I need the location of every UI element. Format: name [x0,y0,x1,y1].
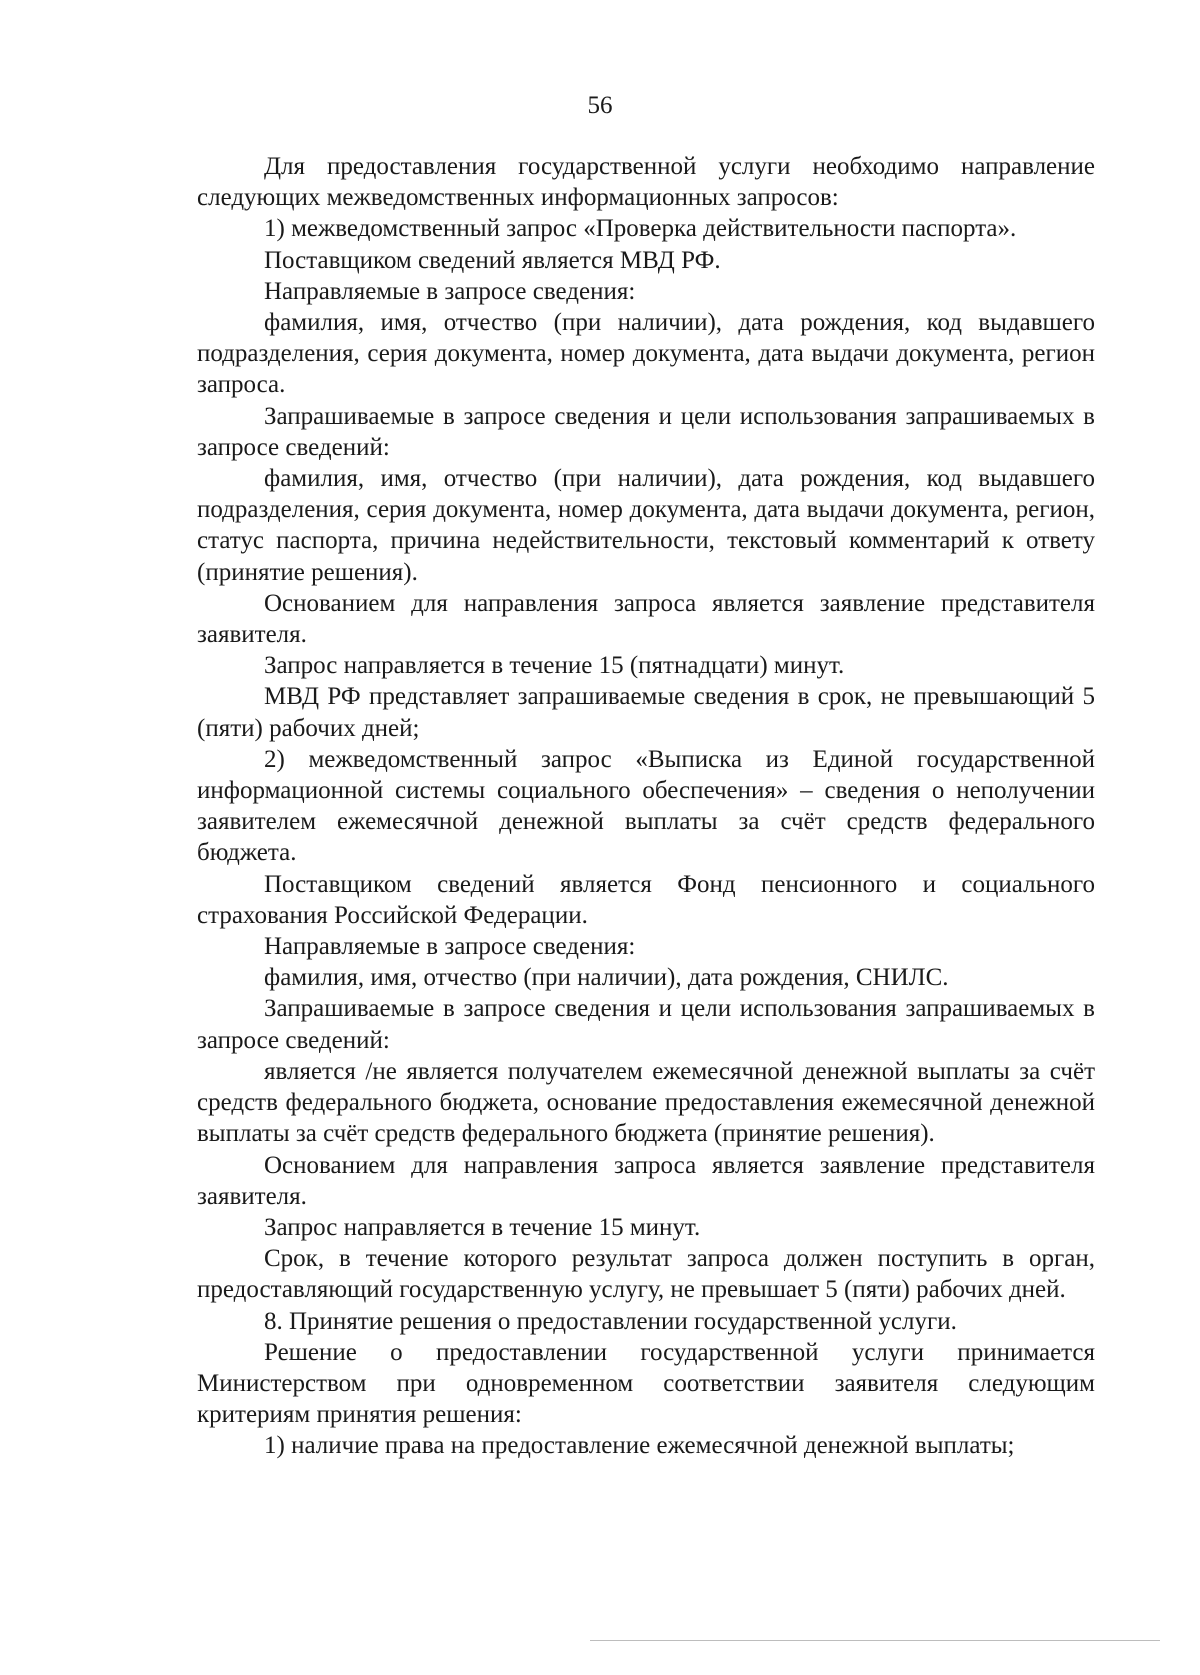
paragraph: Основанием для направления запроса является заявление представителя заявителя. [197,589,1095,649]
paragraph: 1) наличие права на предоставление ежемесячной денежной выплаты; [264,1432,1015,1460]
paragraph: Запрос направляется в течение 15 минут. [264,1213,701,1241]
paragraph: МВД РФ представляет запрашиваемые сведения в срок, не превышающий 5 (пяти) рабочих дней; [197,683,1095,742]
paragraph: Поставщиком сведений является МВД РФ. [264,246,721,274]
paragraph: фамилия, имя, отчество (при наличии), дата рождения, код выдавшего подразделения, серия документа, номер документа, дата выдачи документа, регион запроса. [197,309,1095,399]
paragraph: Направляемые в запросе сведения: [264,277,636,305]
paragraph: Запрашиваемые в запросе сведения и цели использования запрашиваемых в запросе сведений: [197,995,1095,1054]
paragraph: Запрос направляется в течение 15 (пятнадцати) минут. [264,652,845,680]
page-number: 56 [587,92,613,119]
paragraph: 2) межведомственный запрос «Выписка из Единой государственной информационной системы социального обеспечения» – сведения о неполучении заявителем ежемесячной денежной выплаты за счёт средств федерального бюджета. [197,745,1095,867]
paragraph: Решение о предоставлении государственной услуги принимается Министерством при одновременном соответствии заявителя следующим критериям принятия решения: [197,1338,1095,1429]
paragraph: фамилия, имя, отчество (при наличии), дата рождения, СНИЛС. [264,964,949,992]
paragraph: Направляемые в запросе сведения: [264,933,636,961]
paragraph: фамилия, имя, отчество (при наличии), дата рождения, код выдавшего подразделения, серия документа, номер документа, дата выдачи документа, регион, статус паспорта, причина недействительности, текстовый комментарий к ответу (принятие решения). [197,465,1095,586]
paragraph: Запрашиваемые в запросе сведения и цели использования запрашиваемых в запросе сведений: [197,402,1095,461]
paragraph: 8. Принятие решения о предоставлении государственной услуги. [264,1307,957,1335]
paragraph: Поставщиком сведений является Фонд пенсионного и социального страхования Российской Федерации. [197,870,1095,929]
document-body [197,151,1095,1462]
paragraph: Для предоставления государственной услуги необходимо направление следующих межведомственных информационных запросов: [197,153,1095,212]
paragraph: 1) межведомственный запрос «Проверка действительности паспорта». [264,215,1017,243]
paragraph: Основанием для направления запроса является заявление представителя заявителя. [197,1151,1095,1210]
paragraph: является /не является получателем ежемесячной денежной выплаты за счёт средств федерального бюджета, основание предоставления ежемесячной денежной выплаты за счёт средств федерального бюджета (принятие решения). [197,1057,1095,1148]
paragraph: Срок, в течение которого результат запроса должен поступить в орган, предоставляющий государственную услугу, не превышает 5 (пяти) рабочих дней. [197,1245,1095,1304]
footer-divider [590,1640,1160,1641]
